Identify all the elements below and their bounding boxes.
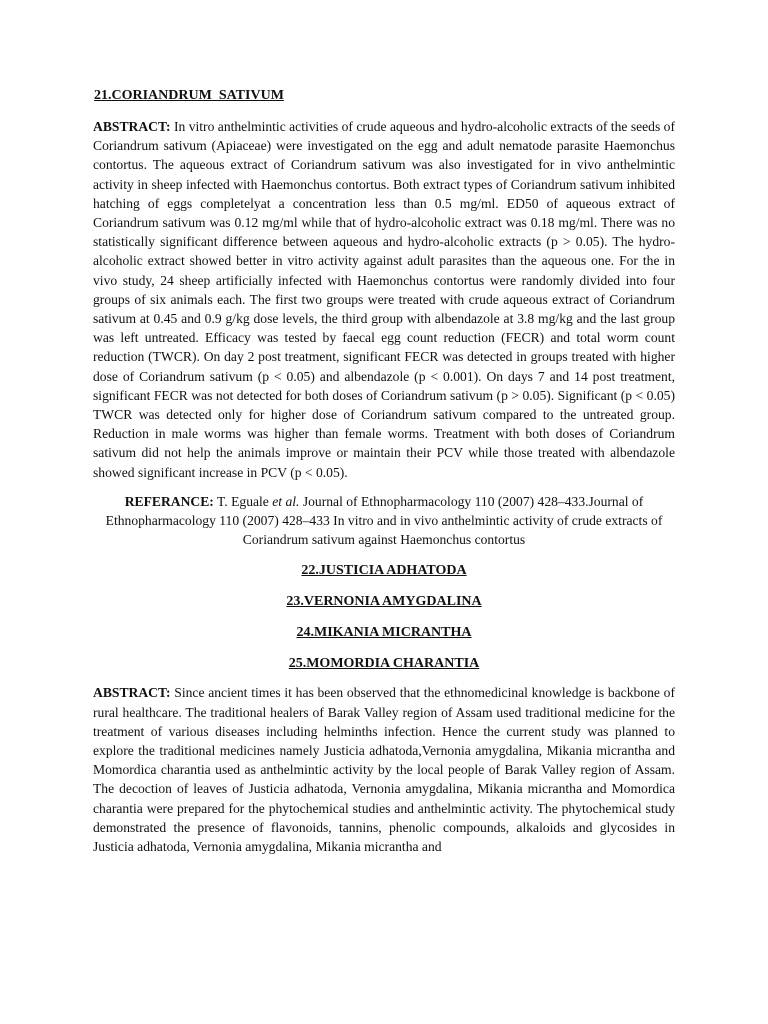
section-21-title: 21.CORIANDRUM SATIVUM	[94, 88, 284, 103]
reference-etal: et al.	[272, 493, 300, 509]
reference-label: REFERANCE:	[124, 493, 214, 509]
abstract-text: Since ancient times it has been observed that the ethnomedicinal knowledge is backbone of rural healthcare. The traditional healers of Barak Valley region of Assam used traditional medicine for the treatment of various diseases including helminths infection. Hence the current study was planned to explore the traditional medicines namely Justicia adhatoda,Vernonia amygdalina, Mikania micrantha and Momordica charantia used as anthelmintic activity by the local people of Barak Valley region of Assam. The decoction of leaves of Justicia adhatoda, Vernonia amygdalina, Mikania micrantha and Momordica charantia were prepared for the phytochemical studies and anthelmintic activity. The phytochemical study demonstrated the presence of flavonoids, tannins, phenolic compounds, alkaloids and glycosides in Justicia adhatoda, Vernonia amygdalina, Mikania micrantha and	[93, 685, 675, 855]
section-22-title: 22.JUSTICIA ADHATODA	[301, 563, 467, 579]
reference-text: Journal of Ethnopharmacology 110 (2007) 428–433.Journal of Ethnopharmacology 110 (2007) 428–433 In vitro and in vivo anthelmintic activity of crude extracts of Coriandrum sativum against Haemonchus contortus	[105, 493, 663, 548]
abstract-text: In vitro anthelmintic activities of crude aqueous and hydro-alcoholic extracts of the seeds of Coriandrum sativum (Apiaceae) were investigated on the egg and adult nematode parasite Haemonchus contortus. The aqueous extract of Coriandrum sativum was also investigated for in vivo anthelmintic activity in sheep infected with Haemonchus contortus. Both extract types of Coriandrum sativum inhibited hatching of eggs completelyat a concentration less than 0.5 mg/ml. ED50 of aqueous extract of Coriandrum sativum was 0.12 mg/ml while that of hydro-alcoholic extract was 0.18 mg/ml. There was no statistically significant difference between aqueous and hydro-alcoholic extracts (p > 0.05). The hydro-alcoholic extract showed better in vitro activity against adult parasites than the aqueous one. For the in vivo study, 24 sheep artificially infected with Haemonchus contortus were randomly divided into four groups of six animals each. The first two groups were treated with crude aqueous extract of Coriandrum sativum at 0.45 and 0.9 g/kg dose levels, the third group with albendazole at 3.8 mg/kg and the last group was left untreated. Efficacy was tested by faecal egg count reduction (FECR) and total worm count reduction (TWCR). On day 2 post treatment, significant FECR was detected in groups treated with higher dose of Coriandrum sativum (p < 0.05) and albendazole (p < 0.001). On days 7 and 14 post treatment, significant FECR was not detected for both doses of Coriandrum sativum (p > 0.05). Significant (p < 0.05) TWCR was detected only for higher dose of Coriandrum sativum compared to the untreated group. Reduction in male worms was higher than female worms. Treatment with both doses of Coriandrum sativum did not help the animals improve or maintain their PCV while those treated with albendazole showed significant increase in PCV (p < 0.05).	[93, 119, 675, 480]
section-21-reference	[93, 492, 675, 550]
section-21-abstract	[93, 117, 675, 482]
section-25-abstract	[93, 683, 675, 856]
section-23-title: 23.VERNONIA AMYGDALINA	[286, 594, 482, 610]
reference-author: T. Eguale	[217, 493, 269, 509]
abstract-label: ABSTRACT:	[93, 685, 171, 701]
document-page	[93, 86, 675, 856]
section-24-title: 24.MIKANIA MICRANTHA	[296, 625, 472, 641]
section-25-title: 25.MOMORDIA CHARANTIA	[288, 656, 480, 672]
abstract-label: ABSTRACT:	[93, 119, 171, 134]
